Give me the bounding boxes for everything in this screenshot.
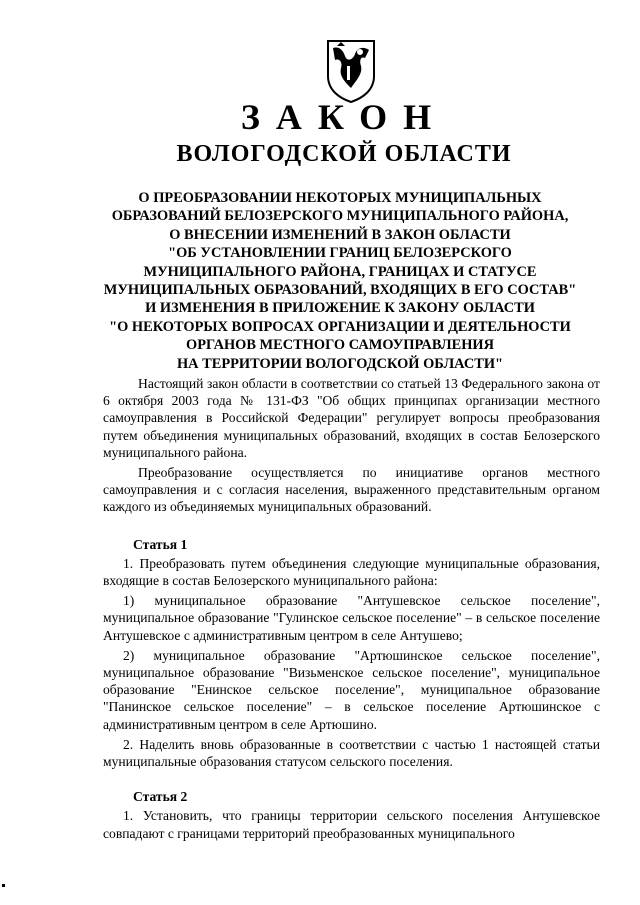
- subtitle-line: "ОБ УСТАНОВЛЕНИИ ГРАНИЦ БЕЛОЗЕРСКОГО: [168, 245, 512, 262]
- subtitle-line: О ПРЕОБРАЗОВАНИИ НЕКОТОРЫХ МУНИЦИПАЛЬНЫХ: [138, 190, 542, 206]
- article-1-paragraph: 1) муниципальное образование "Антушевское сельское поселение", муниципальное образование "Гулинское сельское поселение" – в сельское поселение Антушевское с административным центром в селе Антушево;: [103, 593, 600, 643]
- law-body: [103, 375, 600, 842]
- article-2-paragraph: 1. Установить, что границы территории сельского поселения Антушевское совпадают с границами территорий преобразованных муниципального: [103, 808, 600, 841]
- subtitle-line: О ВНЕСЕНИИ ИЗМЕНЕНИЙ В ЗАКОН ОБЛАСТИ: [169, 226, 511, 243]
- subtitle-line: ОБРАЗОВАНИЙ БЕЛОЗЕРСКОГО МУНИЦИПАЛЬНОГО РАЙОНА,: [111, 208, 569, 225]
- subtitle-line: "О НЕКОТОРЫХ ВОПРОСАХ ОРГАНИЗАЦИИ И ДЕЯТЕЛЬНОСТИ: [109, 318, 571, 335]
- article-1-paragraph: 2. Наделить вновь образованные в соответствии с частью 1 настоящей статьи муниципальные образования статусом сельского поселения.: [103, 736, 600, 770]
- article-1-title: Статья 1: [133, 536, 188, 552]
- preamble-paragraph: Преобразование осуществляется по инициативе органов местного самоуправления и с согласия населения, выраженного представительным органом каждого из объединяемых муниципальных образований.: [103, 465, 600, 515]
- article-2-title: Статья 2: [133, 789, 188, 805]
- subtitle-line: И ИЗМЕНЕНИЯ В ПРИЛОЖЕНИЕ К ЗАКОНУ ОБЛАСТИ: [145, 300, 535, 317]
- subtitle-line: МУНИЦИПАЛЬНЫХ ОБРАЗОВАНИЙ, ВХОДЯЩИХ В ЕГО СОСТАВ": [103, 282, 577, 299]
- subtitle-line: НА ТЕРРИТОРИИ ВОЛОГОДСКОЙ ОБЛАСТИ": [176, 355, 504, 372]
- law-subtitle: [80, 189, 600, 373]
- subtitle-line: ОРГАНОВ МЕСТНОГО САМОУПРАВЛЕНИЯ: [186, 337, 494, 354]
- article-1-paragraph: 2) муниципальное образование "Артюшинское сельское поселение", муниципальное образование "Визьменское сельское поселение", муниципальное образование "Енинское сельское поселение", муниципальное образование "Панинское сельское поселение" – в сельское поселение Артюшинское с административным центром в селе Артюшино.: [103, 647, 600, 732]
- coat-of-arms-emblem-icon: [325, 38, 377, 104]
- article-1-paragraph: 1. Преобразовать путем объединения следующие муниципальные образования, входящие в состав Белозерского муниципального района:: [103, 555, 600, 589]
- preamble-paragraph: Настоящий закон области в соответствии со статьей 13 Федерального закона от 6 октября 2003 года № 131-ФЗ "Об общих принципах организации местного самоуправления в Российской Федерации" регулирует вопросы преобразования путем объединения муниципальных образований, входящих в состав Белозерского муниципального района.: [103, 376, 600, 460]
- subtitle-line: МУНИЦИПАЛЬНОГО РАЙОНА, ГРАНИЦАХ И СТАТУСЕ: [143, 263, 537, 280]
- scan-dot: [2, 884, 5, 887]
- region-title: ВОЛОГОДСКОЙ ОБЛАСТИ: [176, 141, 512, 167]
- law-title: ЗАКОН: [240, 97, 448, 137]
